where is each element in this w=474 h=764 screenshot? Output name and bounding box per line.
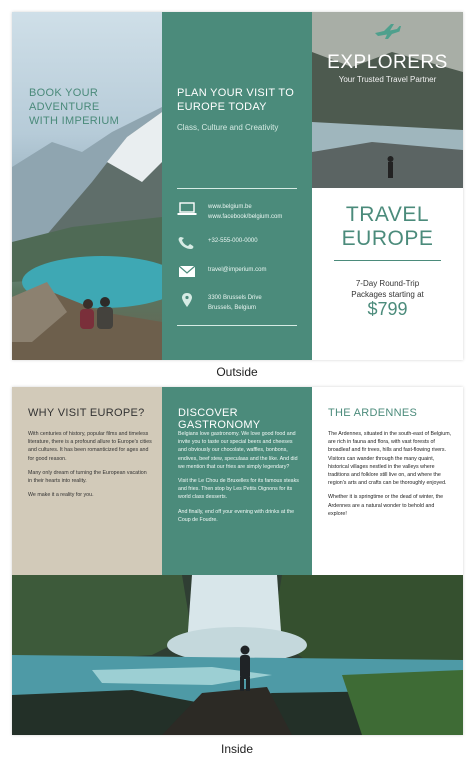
email-address[interactable]: travel@imperium.com xyxy=(208,267,267,273)
why-visit-panel xyxy=(12,387,162,575)
location-pin-icon xyxy=(177,293,197,307)
ardennes-title: THE ARDENNES xyxy=(328,407,418,419)
cover-panel xyxy=(312,12,463,360)
website-link[interactable]: www.belgium.be xyxy=(208,204,252,210)
why-visit-body: With centuries of history, popular films and timeless literature, there is a profound allure to Europe's cities and cultures. It has been romanticized for ages and for good reason. Many only dream of turning the European vacation in their hearts into reality. We make it a reality for you. xyxy=(28,431,152,499)
airplane-icon xyxy=(374,22,401,40)
divider xyxy=(334,260,441,261)
outside-caption: Outside xyxy=(216,365,258,379)
package-price: $799 xyxy=(367,299,408,319)
facebook-link[interactable]: www.facebook/belgium.com xyxy=(208,214,283,220)
ardennes-body: The Ardennes, situated in the south-east of Belgium, are rich in fauna and flora, with vast forests of broadleaf and fir trees, hills and fast-flowing rivers. Visitors can wander through the many quaint, historical villages nestled in the valleys where traditions and folklore still live on, and where the region's arts and crafts can be thoroughly enjoyed. Whether it is springtime or the dead of winter, the Ardennes are a natural wonder to behold and explore! xyxy=(328,431,452,517)
ardennes-panel xyxy=(312,387,463,575)
brochure-outside xyxy=(12,12,463,360)
book-adventure-headline: BOOK YOUR ADVENTURE WITH IMPERIUM xyxy=(29,87,120,127)
contact-phone xyxy=(177,236,302,250)
brochure-inside xyxy=(12,387,463,735)
divider xyxy=(177,188,297,189)
envelope-icon xyxy=(177,265,197,279)
laptop-icon xyxy=(177,202,197,216)
mountain-lake-photo xyxy=(12,12,162,360)
brand-tagline: Your Trusted Travel Partner xyxy=(338,75,437,84)
why-visit-title: WHY VISIT EUROPE? xyxy=(28,407,145,419)
travel-europe-title: TRAVEL EUROPE xyxy=(341,203,434,250)
address-line: 3300 Brussels Drive xyxy=(208,295,262,301)
contact-websites xyxy=(177,202,302,222)
contact-email xyxy=(177,265,302,279)
divider xyxy=(177,325,297,326)
mountain-lake-panel xyxy=(12,12,162,360)
phone-number: +32-555-000-0000 xyxy=(208,238,258,244)
plan-visit-subtitle: Class, Culture and Creativity xyxy=(177,123,279,132)
package-description: 7-Day Round-Trip Packages starting at xyxy=(351,279,424,299)
address-city: Brussels, Belgium xyxy=(208,305,257,311)
brand-name: EXPLORERS xyxy=(327,52,448,73)
gastronomy-body: Belgians love gastronomy. We love good food and invite you to taste our special beers and cheeses and obviously our chocolate, waffles, bonbons, endives, beef stew, speculaas and the like. And did we mention that our fries are simply legendary? Visit the Le Chou de Bruxelles for its famous steaks and fries. Then stop by Les Petits Oignons for its world class desserts. And finally, end off your evening with drinks at the Coup de Foudre. xyxy=(178,431,299,523)
contact-panel xyxy=(162,12,312,360)
plan-visit-title: PLAN YOUR VISIT TO EUROPE TODAY xyxy=(177,87,295,113)
contact-address xyxy=(177,293,302,313)
inside-caption: Inside xyxy=(220,742,254,756)
phone-icon xyxy=(177,236,197,250)
gastronomy-title: DISCOVER GASTRONOMY xyxy=(178,407,261,431)
gastronomy-panel xyxy=(162,387,312,575)
waterfall-photo xyxy=(12,575,463,735)
